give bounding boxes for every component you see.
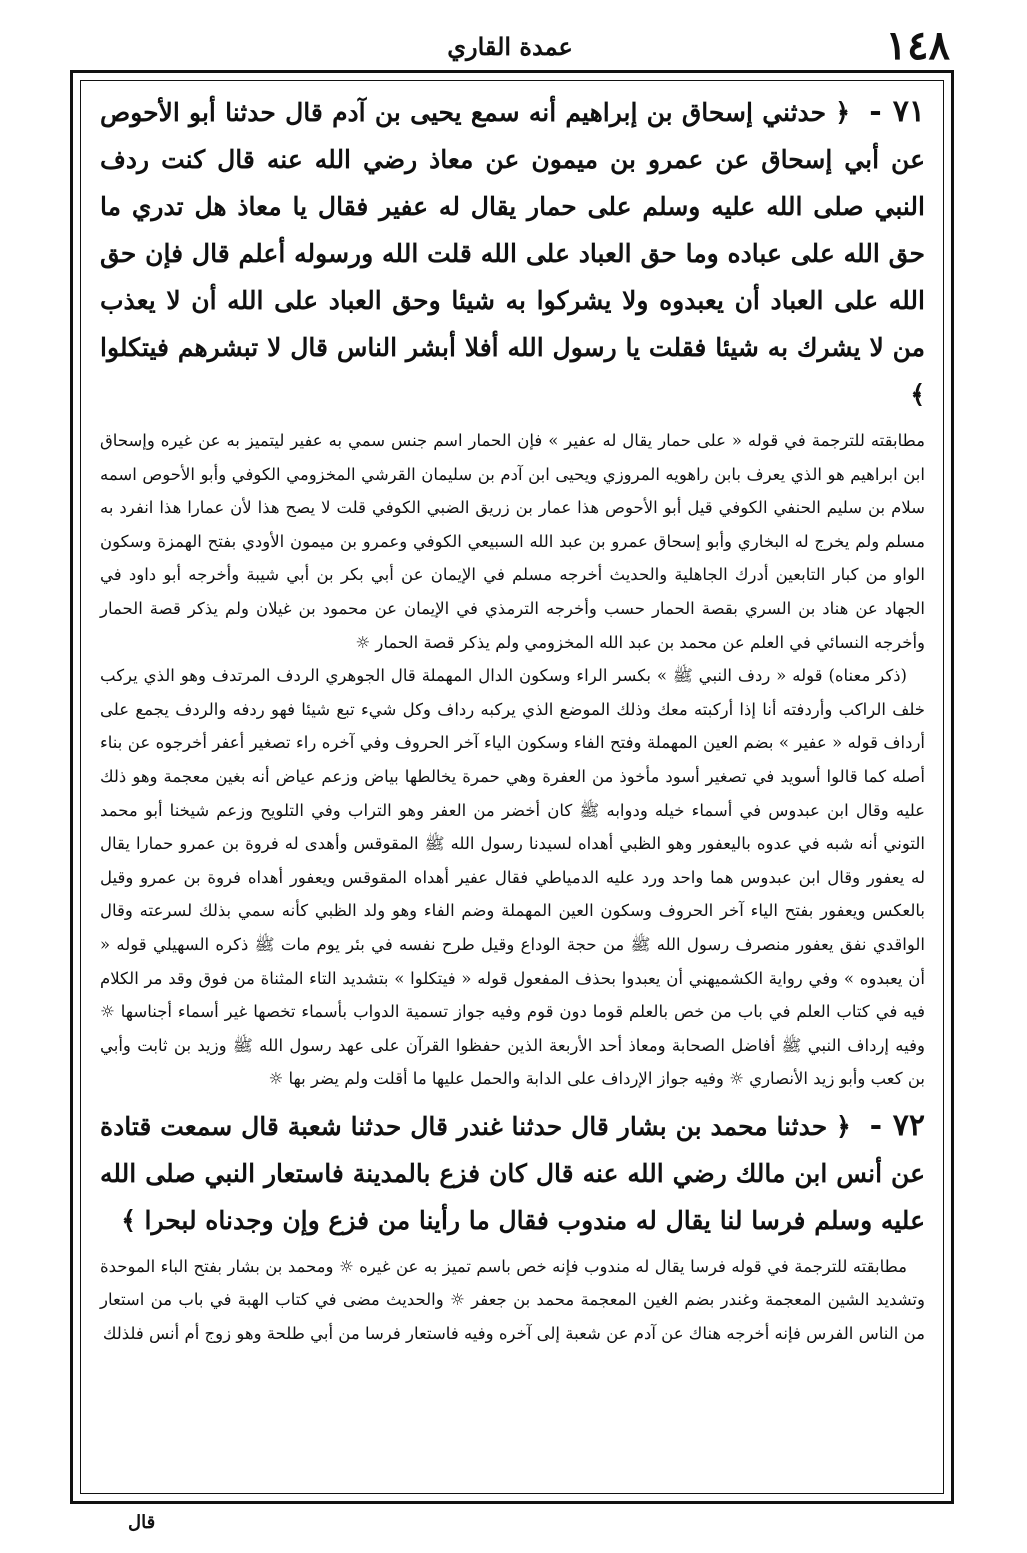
- hadith-72-text: ﴿ حدثنا محمد بن بشار قال حدثنا غندر قال حدثنا شعبة قال سمعت قتادة عن أنس ابن مالك رضي الله عنه قال كان فزع بالمدينة فاستعار النبي صلى الله عليه وسلم فرسا لنا يقال له مندوب فقال ما رأينا من فزع وإن وجدناه لبحرا ﴾: [100, 1111, 925, 1235]
- hadith-71: [100, 88, 925, 418]
- page-number: ١٤٨: [885, 22, 950, 69]
- hadith-72: [100, 1102, 925, 1244]
- page-content: [100, 88, 925, 1351]
- hadith-71-number: ٧١ -: [869, 94, 925, 129]
- commentary-72-paragraph-1: مطابقته للترجمة في قوله فرسا يقال له مندوب فإنه خص باسم تميز به عن غيره ☼ ومحمد بن بشار بفتح الباء الموحدة وتشديد الشين المعجمة وغندر بضم الغين المعجمة محمد بن جعفر ☼ والحديث مضى في كتاب الهبة في باب من استعار من الناس الفرس فإنه أخرجه هناك عن آدم عن شعبة إلى آخره وفيه فاستعار فرسا من أبي طلحة وهو زوج أم أنس فلذلك: [100, 1256, 925, 1344]
- page-header: [70, 22, 950, 68]
- commentary-71-paragraph-2: (ذكر معناه) قوله « ردف النبي ﷺ » بكسر الراء وسكون الدال المهملة قال الجوهري الردف المرتدف وهو الذي يركب خلف الراكب وأردفته أنا إذا أركبته معك وذلك الموضع الذي يركبه رداف وكل شيء تبع شيئا فهو ردفه والردف يجمع على أرداف قوله « عفير » بضم العين المهملة وفتح الفاء وسكون الياء آخر الحروف وفي آخره راء تصغير أعفر أخرجوه عن بناء أصله كما قالوا أسويد في تصغير أسود مأخوذ من العفرة وهي حمرة يخالطها بياض وزعم عياض أنه بغين معجمة وهو ذلك عليه وقال ابن عبدوس في أسماء خيله ودوابه ﷺ كان أخضر من العفر وهو التراب وفي التلويح وزعم شيخنا أبو محمد التوني أنه شبه في عدوه باليعفور وهو الظبي أهداه لسيدنا رسول الله ﷺ المقوقس وأهدى له فروة بن عمرو حمارا يقال له يعفور وقال ابن عبدوس هما واحد ورد عليه الدمياطي فقال عفير أهداه المقوقس ويعفور أهداه فروة بن عمرو وقيل بالعكس ويعفور بفتح الياء آخر الحروف وسكون العين المهملة وضم الفاء وهو ولد الظبي كأنه سمي بذلك لسرعته وقال الواقدي نفق يعفور منصرف رسول الله ﷺ من حجة الوداع وقيل طرح نفسه في بئر يوم مات ﷺ ذكره السهيلي قوله « أن يعبدوه » وفي رواية الكشميهني أن يعبدوا بحذف المفعول قوله « فيتكلوا » بتشديد التاء المثناة من فوق وقد مر الكلام فيه في كتاب العلم في باب من خص بالعلم قوما دون قوم وفيه جواز تسمية الدواب بأسماء تخصها غير أسماء أجناسها ☼ وفيه إرداف النبي ﷺ أفاضل الصحابة ومعاذ أحد الأربعة الذين حفظوا القرآن على عهد رسول الله ﷺ وزيد بن ثابت وأبي بن كعب وأبو زيد الأنصاري ☼ وفيه جواز الإرداف على الدابة والحمل عليها ما أقلت ولم يضر بها ☼: [100, 666, 925, 1089]
- running-title: عمدة القاري: [447, 32, 573, 61]
- catchword: قال: [128, 1512, 156, 1533]
- hadith-71-text: ﴿ حدثني إسحاق بن إبراهيم أنه سمع يحيى بن آدم قال حدثنا أبو الأحوص عن أبي إسحاق عن عمرو بن ميمون عن معاذ رضي الله عنه قال كنت ردف النبي صلى الله عليه وسلم على حمار يقال له عفير فقال يا معاذ هل تدري ما حق الله على عباده وما حق العباد على الله قلت الله ورسوله أعلم قال فإن حق الله على العباد أن يعبدوه ولا يشركوا به شيئا وحق العباد على الله أن لا يعذب من لا يشرك به شيئا فقلت يا رسول الله أفلا أبشر الناس قال لا تبشرهم فيتكلوا ﴾: [100, 98, 925, 409]
- hadith-72-number: ٧٢ -: [869, 1107, 925, 1143]
- commentary-71-paragraph-1: مطابقته للترجمة في قوله « على حمار يقال له عفير » فإن الحمار اسم جنس سمي به عفير ليتميز به عن غيره وإسحاق ابن ابراهيم هو الذي يعرف بابن راهويه المروزي ويحيى ابن آدم بن سليمان القرشي المخزومي الكوفي وأبو الأحوص اسمه سلام بن سليم الحنفي الكوفي قيل أبو الأحوص هذا عمار بن زريق الضبي الكوفي قلت لا يصح هذا لأن عمارا هذا انفرد به مسلم ولم يخرج له البخاري وأبو إسحاق عمرو بن عبد الله السبيعي الكوفي وعمرو بن ميمون الأودي بفتح الهمزة وسكون الواو من كبار التابعين أدرك الجاهلية والحديث أخرجه مسلم في الإيمان عن أبي بكر بن أبي شيبة وأخرجه أبو داود في الجهاد عن هناد بن السري بقصة الحمار حسب وأخرجه الترمذي في الإيمان عن محمود بن غيلان ولم يذكر قصة الحمار وأخرجه النسائي في العلم عن محمد بن عبد الله المخزومي ولم يذكر قصة الحمار ☼: [100, 431, 925, 652]
